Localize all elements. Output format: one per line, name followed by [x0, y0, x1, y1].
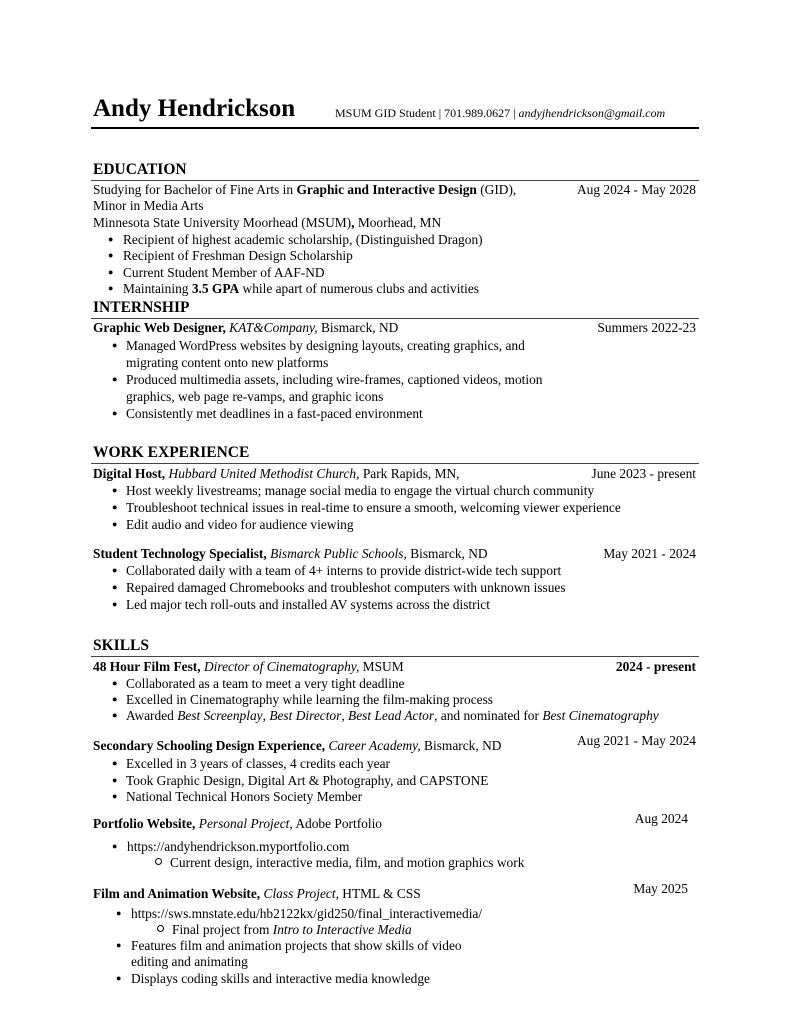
contact-separator: | — [513, 106, 516, 120]
list-item: Current Student Member of AAF-ND — [123, 265, 325, 280]
section-title-education: EDUCATION — [93, 161, 187, 178]
list-item: Led major tech roll-outs and installed AV systems across the district — [126, 597, 490, 612]
list-item: Features film and animation projects that show skills of video — [131, 938, 462, 953]
bullet-marker: ● — [112, 519, 118, 529]
bullet-marker: ● — [112, 374, 118, 384]
degree-line: Studying for Bachelor of Fine Arts in Graphic and Interactive Design (GID), — [93, 182, 517, 197]
list-item: Managed WordPress websites by designing layouts, creating graphics, and — [126, 338, 525, 353]
contact-phone: 701.989.0627 — [444, 106, 511, 120]
internship-heading: Graphic Web Designer, KAT&Company, Bismarck, ND — [93, 320, 399, 335]
portfolio-link[interactable]: https://andyhendrickson.myportfolio.com — [127, 839, 350, 854]
bullet-marker: ● — [108, 283, 114, 293]
bullet-marker: ● — [116, 940, 122, 950]
bullet-marker: ● — [108, 234, 114, 244]
contact-separator: | — [438, 106, 442, 120]
list-item: Awarded Best Screenplay, Best Director, Best Lead Actor, and nominated for Best Cinematography — [126, 708, 659, 723]
bullet-marker: ● — [112, 340, 118, 350]
list-item: Excelled in 3 years of classes, 4 credits each year — [126, 756, 390, 771]
bullet-marker: ● — [112, 791, 118, 801]
skill-dates: Aug 2024 — [634, 811, 688, 826]
list-item: Produced multimedia assets, including wire-frames, captioned videos, motion — [126, 372, 543, 387]
list-item: Repaired damaged Chromebooks and troubleshot computers with unknown issues — [126, 580, 566, 595]
list-item: Recipient of highest academic scholarship, (Distinguished Dragon) — [123, 232, 483, 247]
job-heading: Digital Host, Hubbard United Methodist Church, Park Rapids, MN, — [93, 466, 460, 481]
skill-heading: Film and Animation Website, Class Project, HTML & CSS — [93, 886, 421, 901]
bullet-marker: ● — [112, 775, 118, 785]
list-item-continuation: migrating content onto new platforms — [126, 355, 329, 370]
skill-heading: Portfolio Website, Personal Project, Adobe Portfolio — [93, 816, 383, 831]
minor-line: Minor in Media Arts — [93, 198, 204, 213]
education-dates: Aug 2024 - May 2028 — [576, 182, 696, 197]
project-link[interactable]: https://sws.mnstate.edu/hb2122kx/gid250/final_interactivemedia/ — [131, 906, 483, 921]
bullet-marker: ● — [112, 599, 118, 609]
bullet-marker: ● — [112, 582, 118, 592]
list-item: Collaborated as a team to meet a very tight deadline — [126, 676, 405, 691]
list-item: Took Graphic Design, Digital Art & Photography, and CAPSTONE — [126, 773, 489, 788]
sub-list-item: Current design, interactive media, film, and motion graphics work — [170, 855, 525, 870]
bullet-marker: ● — [108, 250, 114, 260]
list-item: Maintaining 3.5 GPA while apart of numerous clubs and activities — [123, 281, 480, 296]
skill-heading: 48 Hour Film Fest, Director of Cinematography, MSUM — [93, 659, 404, 674]
skill-heading: Secondary Schooling Design Experience, Career Academy, Bismarck, ND — [93, 738, 502, 753]
list-item: Recipient of Freshman Design Scholarship — [123, 248, 353, 263]
list-item: Consistently met deadlines in a fast-paced environment — [126, 406, 423, 421]
job-dates: May 2021 - 2024 — [603, 546, 696, 561]
school-line: Minnesota State University Moorhead (MSUM), Moorhead, MN — [93, 215, 442, 230]
bullet-marker: ● — [112, 710, 118, 720]
contact-role: MSUM GID Student — [335, 106, 436, 120]
list-item: National Technical Honors Society Member — [126, 789, 363, 804]
section-title-skills: SKILLS — [93, 637, 150, 654]
list-item: Troubleshoot technical issues in real-time to ensure a smooth, welcoming viewer experience — [126, 500, 621, 515]
list-item-continuation: graphics, web page re-vamps, and graphic icons — [126, 389, 384, 404]
bullet-marker: ● — [112, 502, 118, 512]
list-item: Edit audio and video for audience viewing — [126, 517, 354, 532]
list-item-continuation: editing and animating — [131, 954, 248, 969]
list-item: Host weekly livestreams; manage social media to engage the virtual church community — [126, 483, 595, 498]
bullet-marker: ● — [108, 267, 114, 277]
resume-name: Andy Hendrickson — [93, 95, 296, 122]
section-title-internship: INTERNSHIP — [93, 299, 190, 316]
sub-list-item: Final project from Intro to Interactive Media — [172, 922, 412, 937]
bullet-marker: ● — [112, 678, 118, 688]
skill-dates: Aug 2021 - May 2024 — [576, 733, 696, 748]
skill-dates: 2024 - present — [615, 659, 696, 674]
section-title-work: WORK EXPERIENCE — [93, 444, 250, 461]
bullet-marker: ● — [112, 694, 118, 704]
bullet-marker: ● — [116, 908, 122, 918]
bullet-marker: ● — [112, 485, 118, 495]
header-divider — [91, 127, 699, 129]
section-divider — [91, 656, 699, 657]
bullet-marker: ● — [112, 758, 118, 768]
skill-dates: May 2025 — [633, 881, 688, 896]
list-item: Excelled in Cinematography while learning the film-making process — [126, 692, 494, 707]
internship-dates: Summers 2022-23 — [597, 320, 696, 335]
sub-bullet-marker — [155, 858, 162, 865]
contact-line — [335, 105, 665, 121]
contact-email[interactable]: andyjhendrickson@gmail.com — [518, 106, 666, 120]
job-heading: Student Technology Specialist, Bismarck Public Schools, Bismarck, ND — [93, 546, 488, 561]
bullet-marker: ● — [116, 973, 122, 983]
bullet-marker: ● — [112, 841, 118, 851]
list-item: Collaborated daily with a team of 4+ interns to provide district-wide tech support — [126, 563, 562, 578]
section-divider — [91, 463, 699, 464]
job-dates: June 2023 - present — [591, 466, 696, 481]
list-item: Displays coding skills and interactive media knowledge — [131, 971, 430, 986]
bullet-marker: ● — [112, 408, 118, 418]
bullet-marker: ● — [112, 565, 118, 575]
sub-bullet-marker — [157, 925, 164, 932]
